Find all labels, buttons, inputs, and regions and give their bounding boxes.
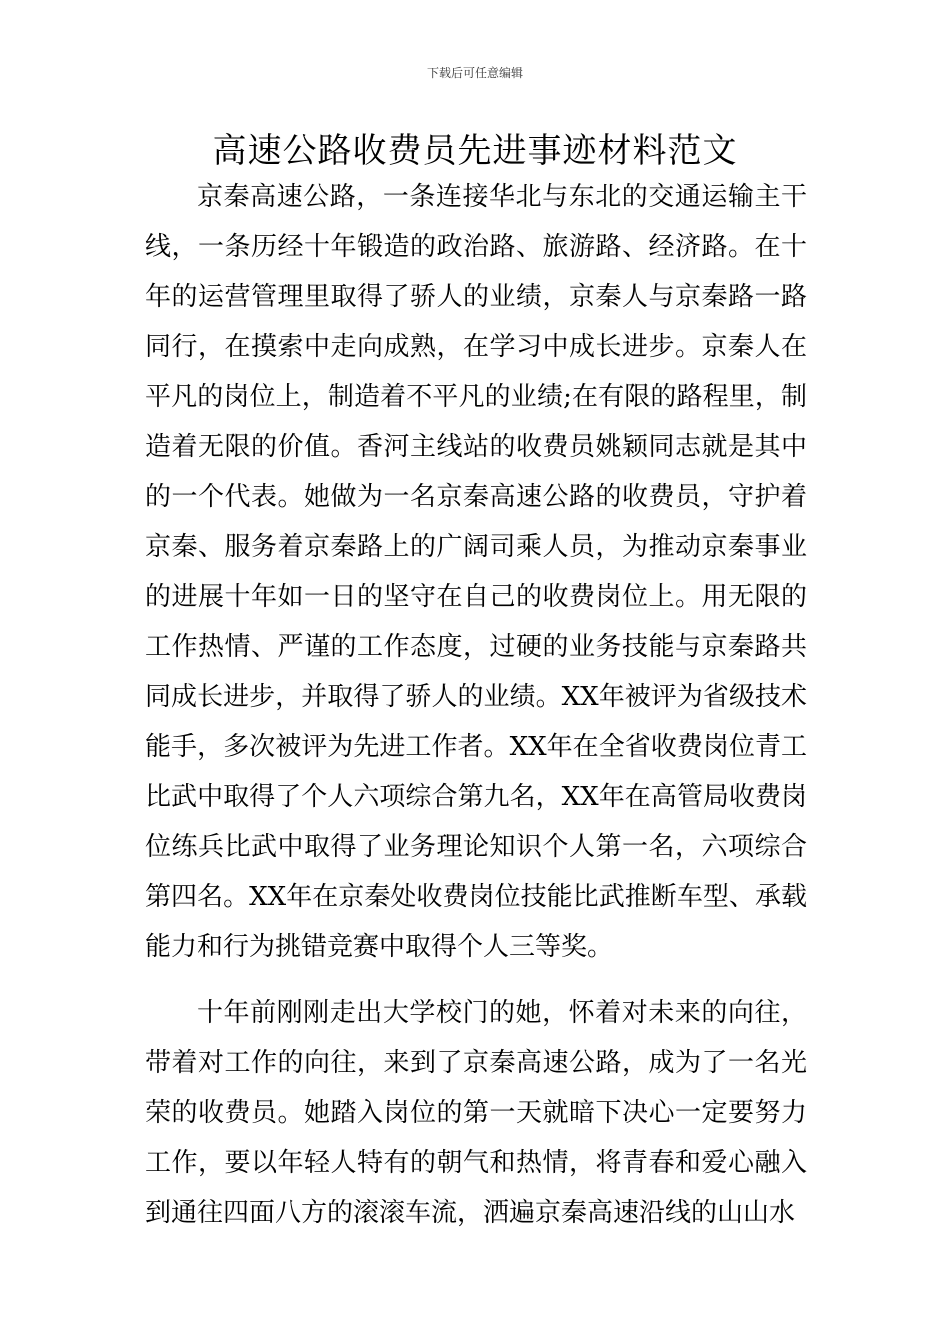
- document-body: [145, 172, 807, 1238]
- paragraph-1: 京秦高速公路，一条连接华北与东北的交通运输主干线，一条历经十年锻造的政治路、旅游路、经济路。在十年的运营管理里取得了骄人的业绩，京秦人与京秦路一路同行，在摸索中走向成熟，在学习中成长进步。京秦人在平凡的岗位上，制造着不平凡的业绩;在有限的路程里，制造着无限的价值。香河主线站的收费员姚颖同志就是其中的一个代表。她做为一名京秦高速公路的收费员，守护着京秦、服务着京秦路上的广阔司乘人员，为推动京秦事业的进展十年如一日的坚守在自己的收费岗位上。用无限的工作热情、严谨的工作态度，过硬的业务技能与京秦路共同成长进步，并取得了骄人的业绩。XX年被评为省级技术能手，多次被评为先进工作者。XX年在全省收费岗位青工比武中取得了个人六项综合第九名，XX年在高管局收费岗位练兵比武中取得了业务理论知识个人第一名，六项综合第四名。XX年在京秦处收费岗位技能比武推断车型、承载能力和行为挑错竞赛中取得个人三等奖。: [145, 182, 807, 962]
- paragraph-2: 十年前刚刚走出大学校门的她，怀着对未来的向往，带着对工作的向往，来到了京秦高速公路，成为了一名光荣的收费员。她踏入岗位的第一天就暗下决心一定要努力工作，要以年轻人特有的朝气和热情，将青春和爱心融入到通往四面八方的滚滚车流，洒遍京秦高速沿线的山山水: [145, 998, 807, 1228]
- document-title: 高速公路收费员先进事迹材料范文: [212, 131, 738, 171]
- header-note: 下载后可任意编辑: [426, 66, 523, 80]
